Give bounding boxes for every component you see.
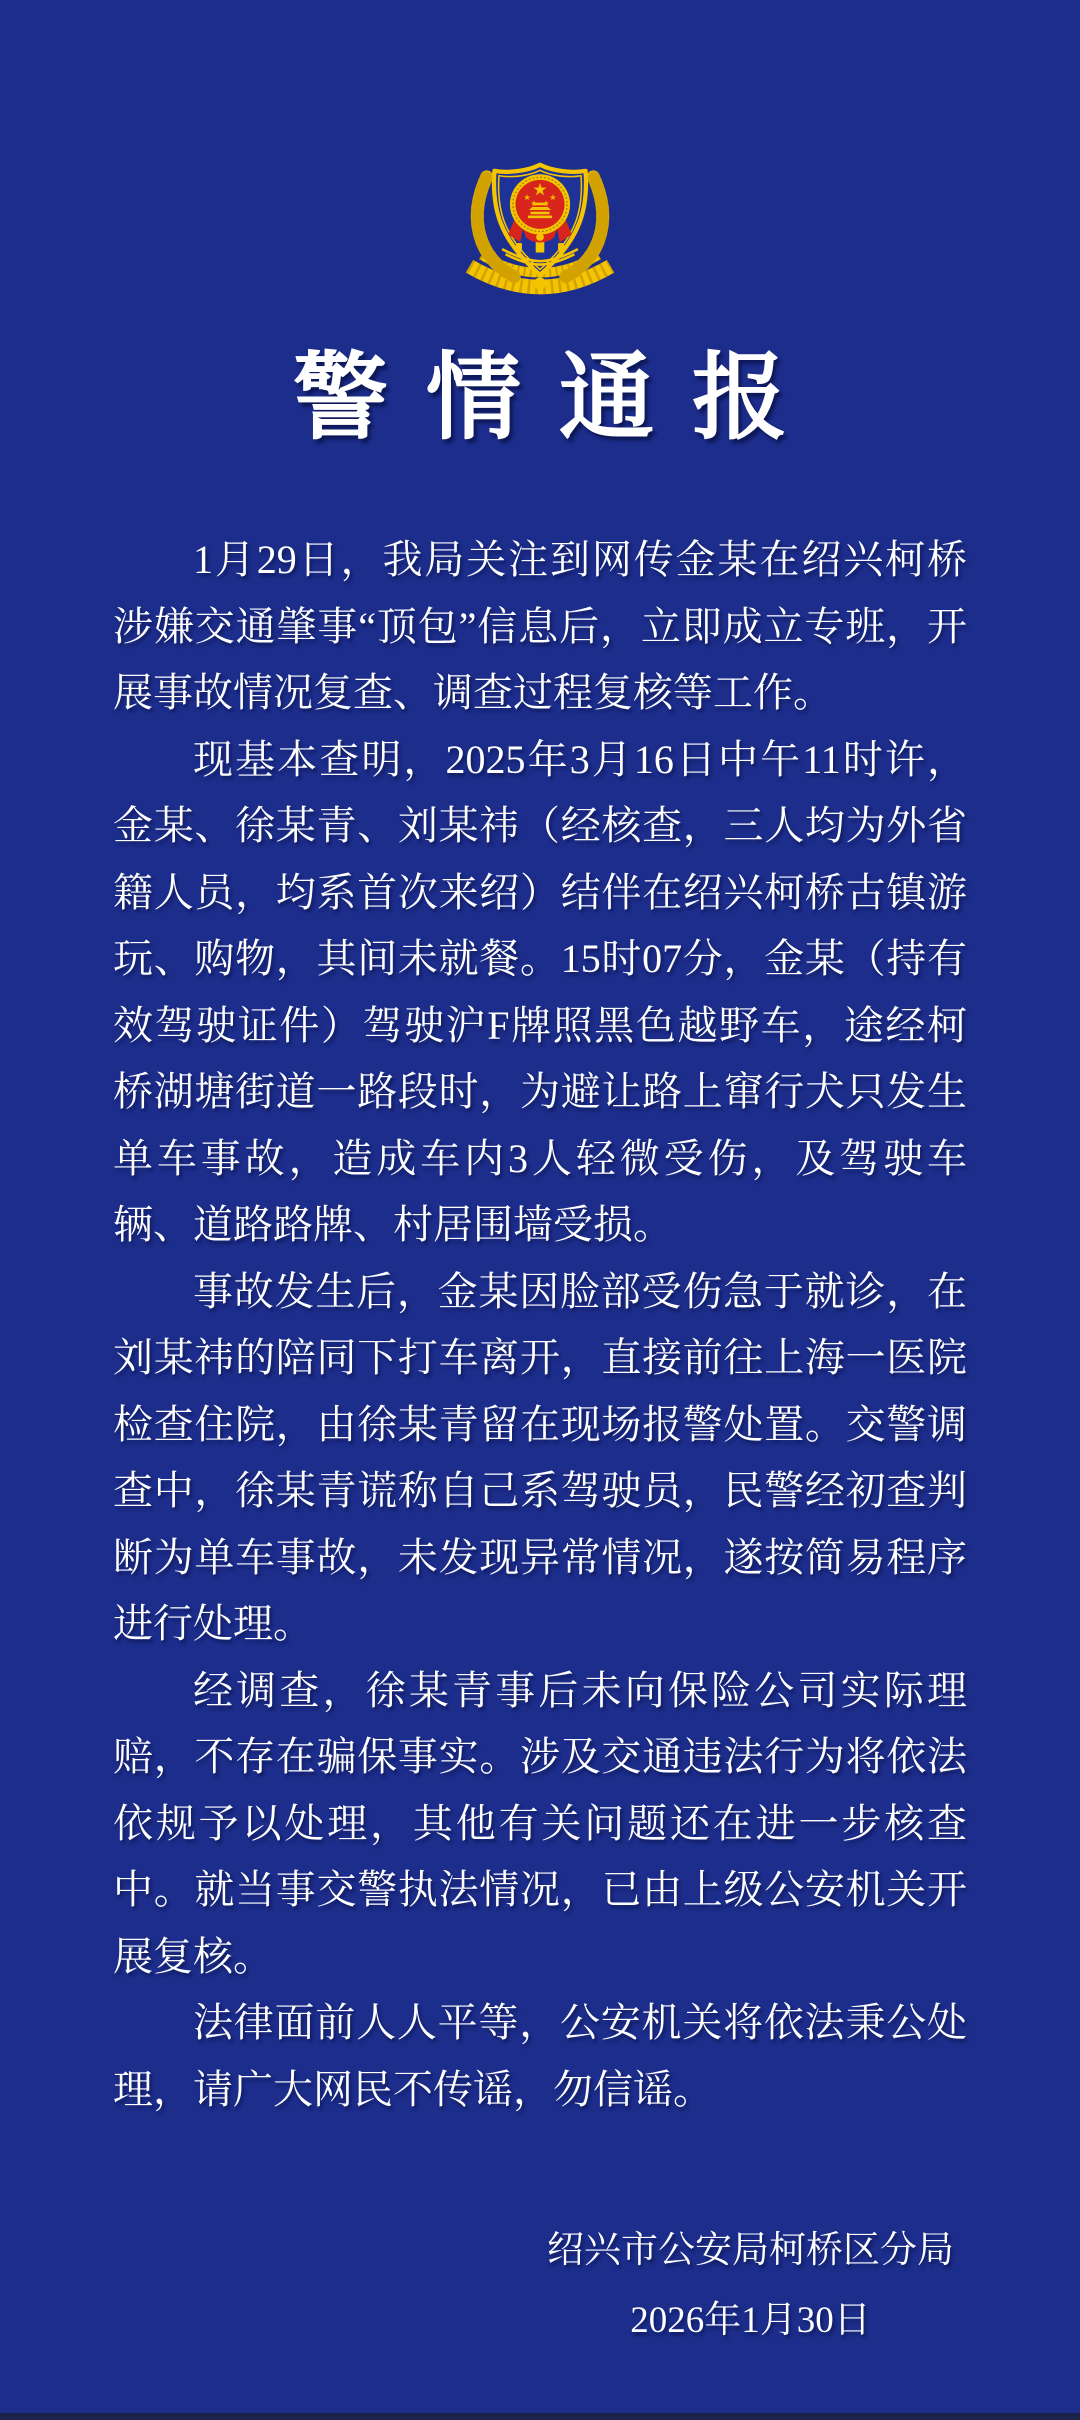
issuing-agency: 绍兴市公安局柯桥区分局: [547, 2230, 954, 2271]
notice-paragraph-1: 1月29日，我局关注到网传金某在绍兴柯桥涉嫌交通肇事“顶包”信息后，立即成立专班，开展事故情况复查、调查过程复核等工作。: [113, 537, 967, 715]
police-badge-icon: [454, 128, 626, 310]
notice-footer: [547, 2216, 954, 2356]
notice-title: 警情通报: [292, 345, 825, 451]
notice-date: 2026年1月30日: [630, 2300, 871, 2341]
notice-paragraph-2: 现基本查明，2025年3月16日中午11时许，金某、徐某青、刘某祎（经核查，三人均为外省籍人员，均系首次来绍）结伴在绍兴柯桥古镇游玩、购物，其间未就餐。15时07分，金某（持有效驾驶证件）驾驶沪F牌照黑色越野车，途经柯桥湖塘街道一路段时，为避让路上窜行犬只发生单车事故，造成车内3人轻微受伤，及驾驶车辆、道路路牌、村居围墙受损。: [113, 736, 967, 1247]
bottom-edge-strip: [0, 2413, 1080, 2420]
notice-paragraph-5: 法律面前人人平等，公安机关将依法秉公处理，请广大网民不传谣，勿信谣。: [113, 2000, 967, 2112]
police-badge-emblem: [454, 128, 626, 310]
notice-paragraph-4: 经调查，徐某青事后未向保险公司实际理赔，不存在骗保事实。涉及交通违法行为将依法依规予以处理，其他有关问题还在进一步核查中。就当事交警执法情况，已由上级公安机关开展复核。: [113, 1667, 967, 1979]
notice-paragraph-3: 事故发生后，金某因脸部受伤急于就诊，在刘某祎的陪同下打车离开，直接前往上海一医院检查住院，由徐某青留在现场报警处置。交警调查中，徐某青谎称自己系驾驶员，民警经初查判断为单车事故，未发现异常情况，遂按简易程序进行处理。: [113, 1268, 967, 1646]
notice-body: [113, 527, 967, 2123]
